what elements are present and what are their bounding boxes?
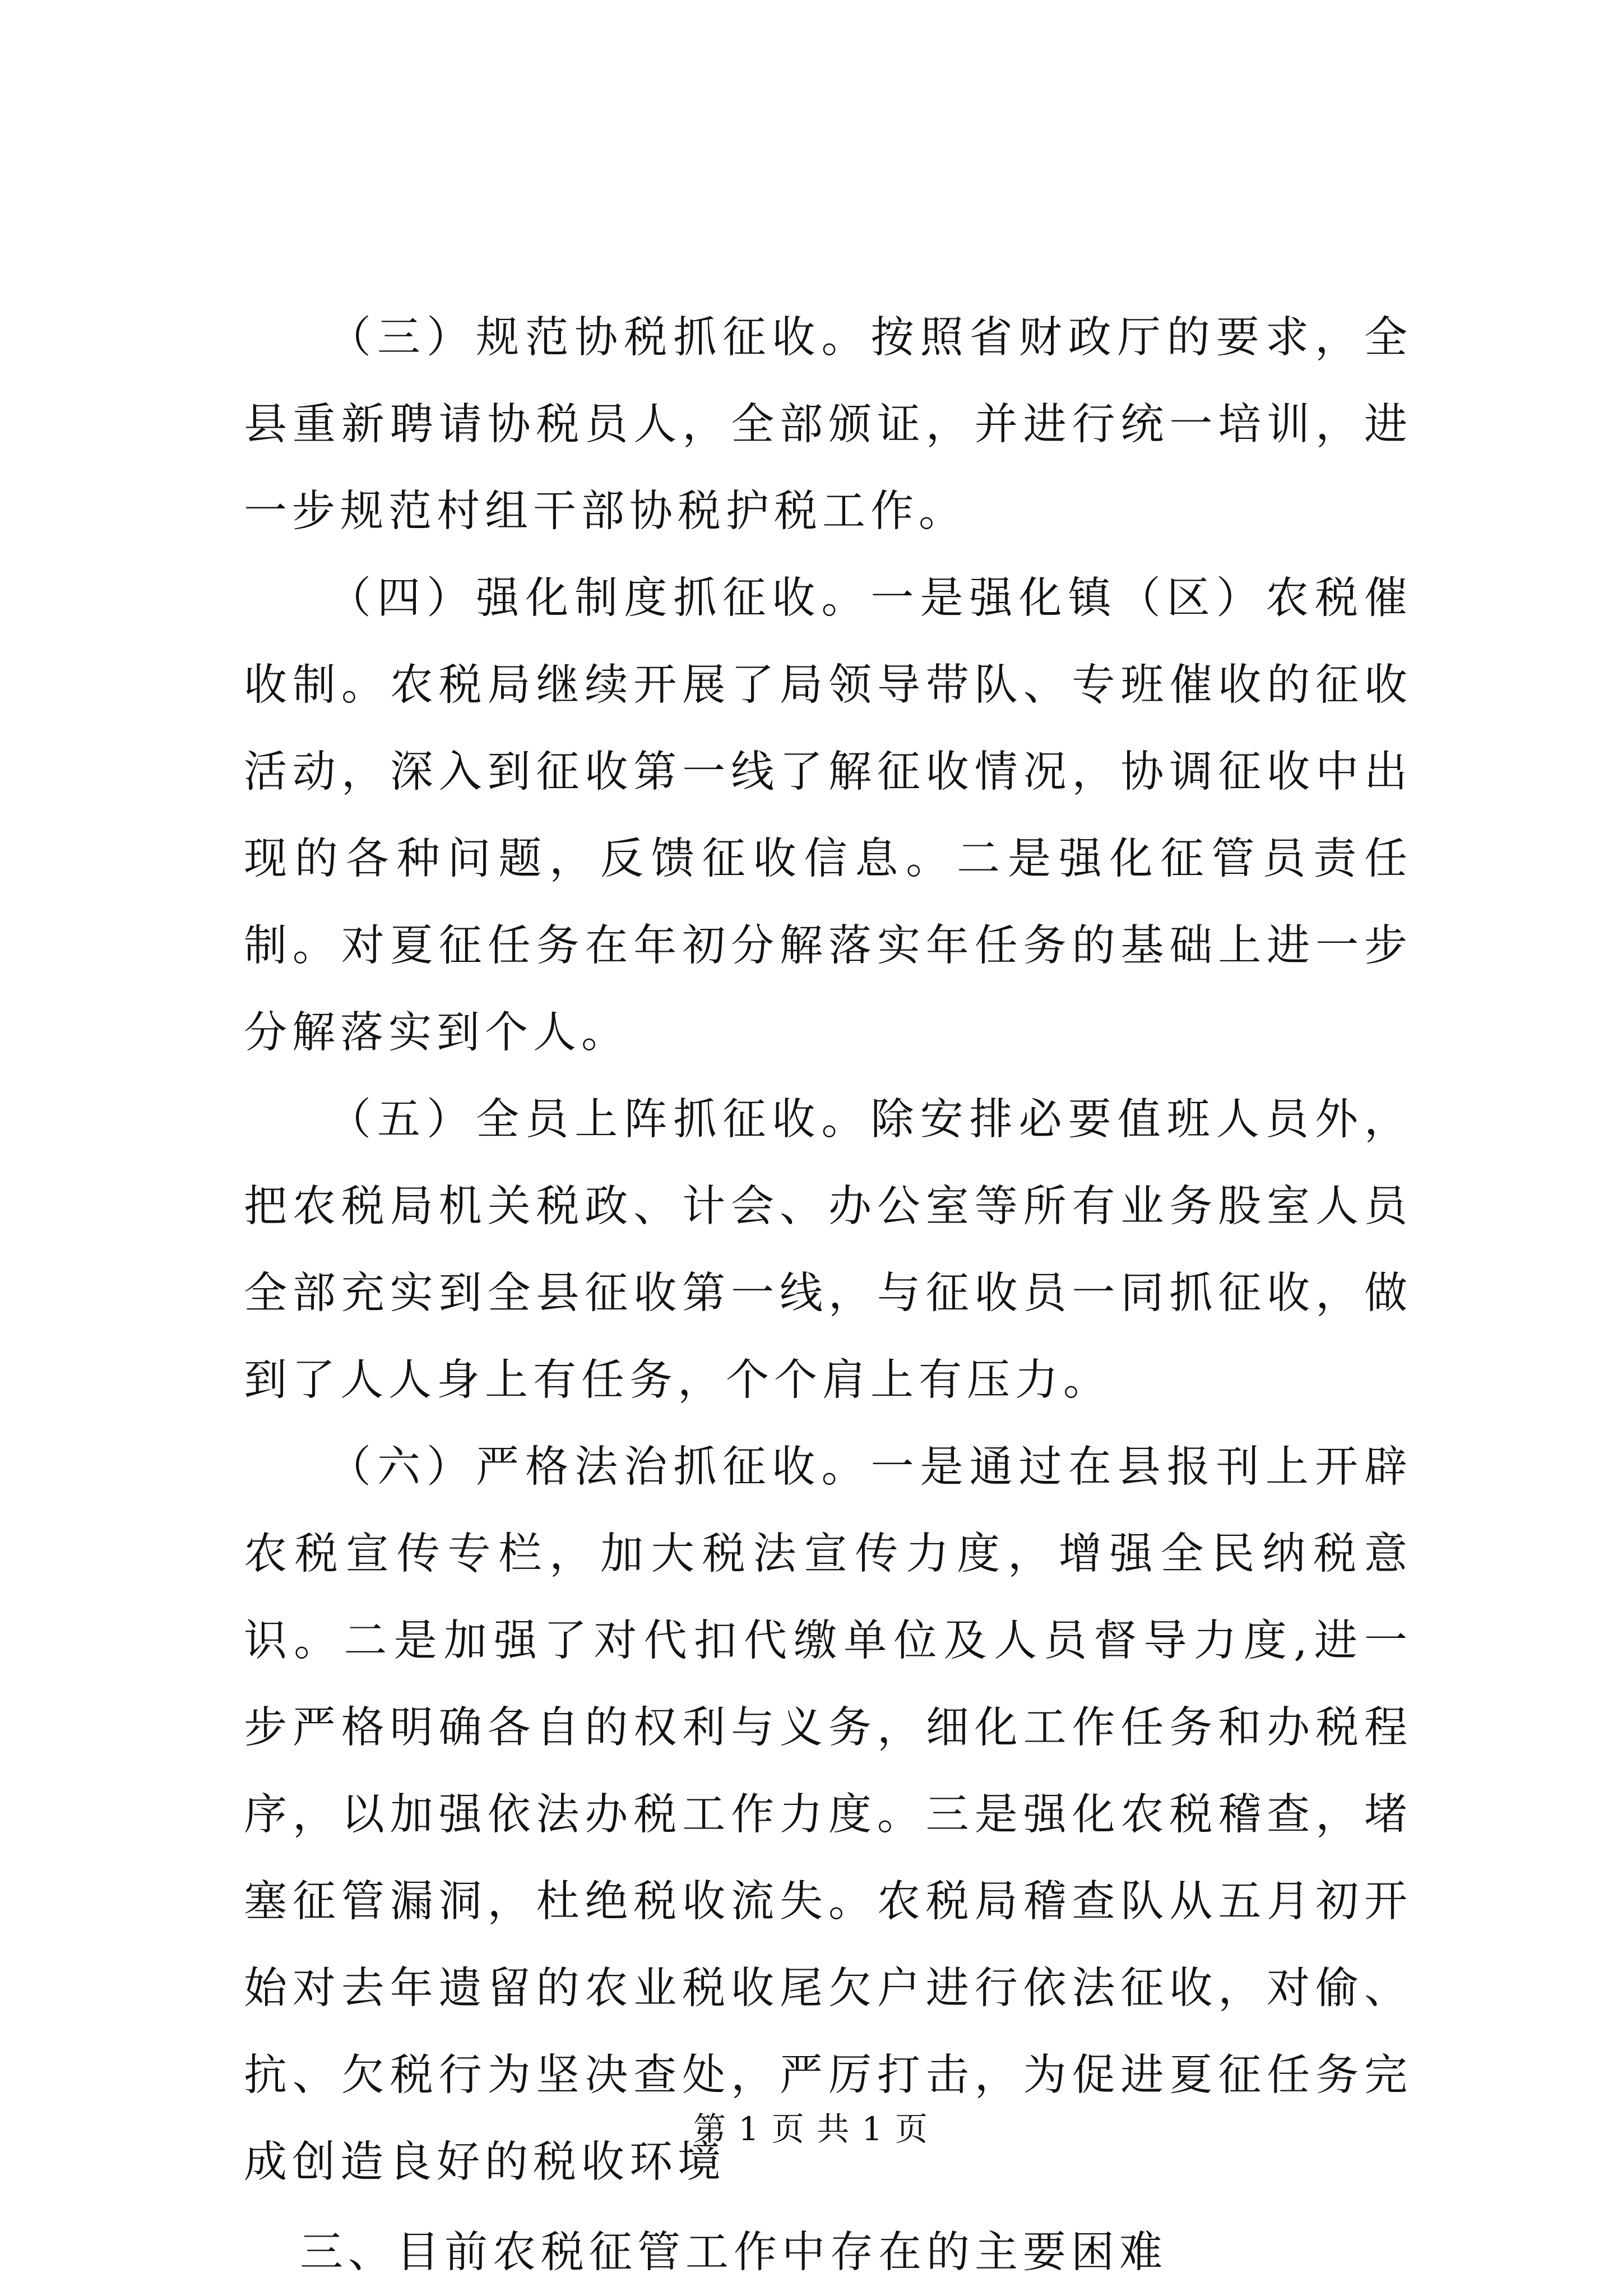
paragraph-section-3: （三）规范协税抓征收。按照省财政厅的要求，全县重新聘请协税员人，全部颁证，并进行统一培训，进一步规范村组干部协税护税工作。 xyxy=(244,313,1412,536)
page-number-label: 第 1 页 共 1 页 xyxy=(693,2110,929,2148)
paragraph-section-6: （六）严格法治抓征收。一是通过在县报刊上开辟农税宣传专栏，加大税法宣传力度，增强全民纳税意识。二是加强了对代扣代缴单位及人员督导力度,进一步严格明确各自的权利与义务，细化工作任务和办税程序，以加强依法办税工作力度。三是强化农税稽查，堵塞征管漏洞，杜绝税收流失。农税局稽查队从五月初开始对去年遗留的农业税收尾欠户进行依法征收，对偷、抗、欠税行为坚决查处，严厉打击，为促进夏征任务完成创造良好的税收环境 xyxy=(244,1442,1412,2187)
paragraph-section-4: （四）强化制度抓征收。一是强化镇（区）农税催收制。农税局继续开展了局领导带队、专班催收的征收活动，深入到征收第一线了解征收情况，协调征收中出现的各种问题，反馈征收信息。二是强化征管员责任制。对夏征任务在年初分解落实年任务的基础上进一步分解落实到个人。 xyxy=(244,573,1412,1058)
document-body xyxy=(244,294,1412,2296)
page-footer xyxy=(0,2107,1622,2151)
paragraph-section-5: （五）全员上阵抓征收。除安排必要值班人员外，把农税局机关税政、计会、办公室等所有业务股室人员全部充实到全县征收第一线，与征收员一同抓征收，做到了人人身上有任务，个个肩上有压力。 xyxy=(244,1095,1412,1405)
section-heading: 三、目前农税征管工作中存在的主要困难 xyxy=(300,2228,1167,2278)
